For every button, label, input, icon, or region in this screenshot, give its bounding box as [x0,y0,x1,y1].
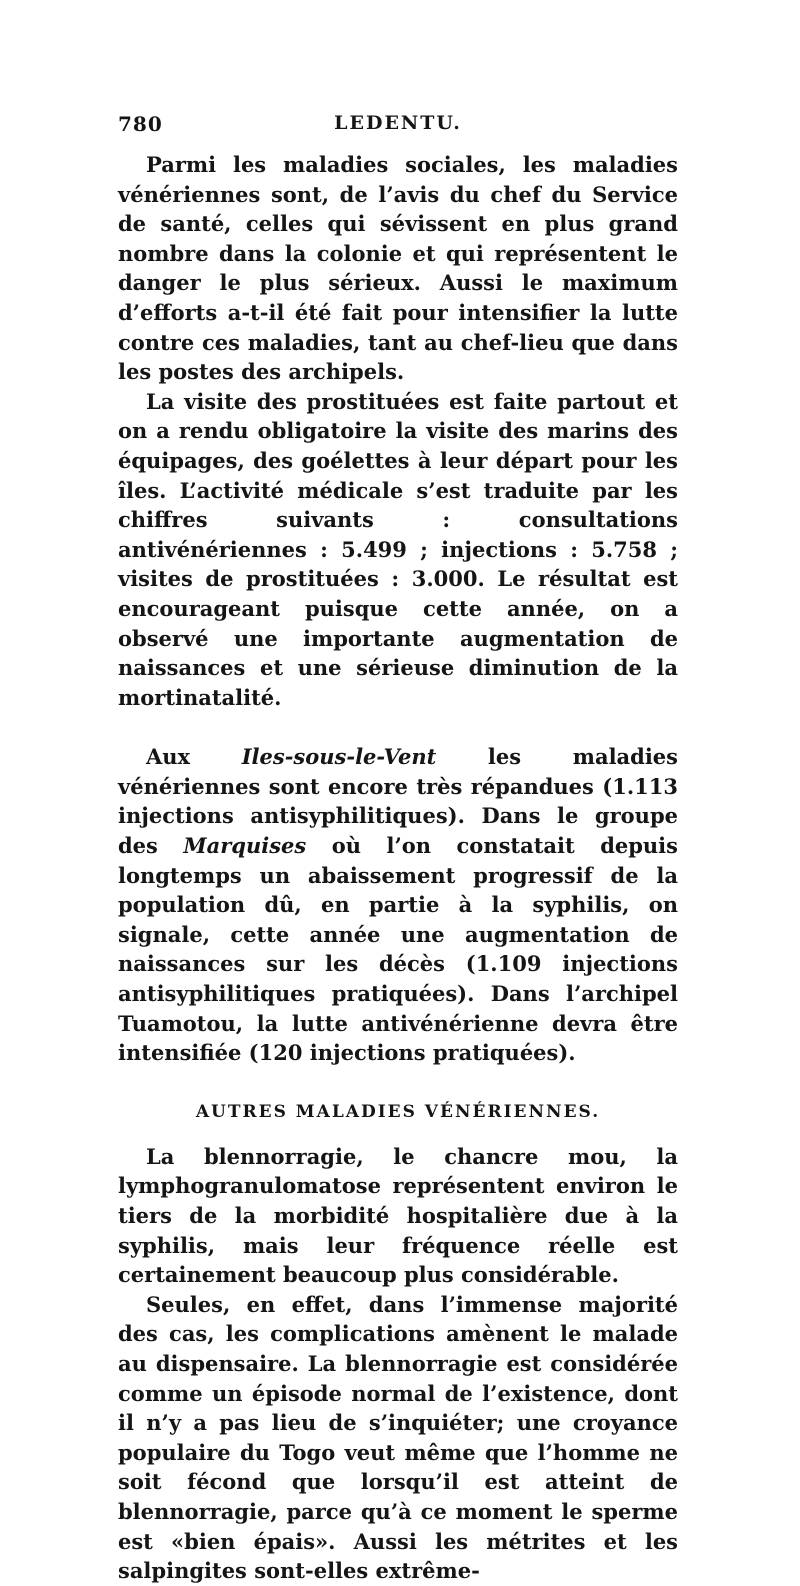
paragraph-gap [118,712,678,742]
paragraph-3-part-c: où l’on constatait depuis longtemps un abaissement progressif de la population dû, en partie à la syphilis, on signale, cette année une augmentation de naissances sur les décès (1.109 injections antisyphilitiques pratiquées). Dans l’archipel Tuamotou, la lutte antivénérienne devra être intensifiée (120 injections pratiquées). [118,833,678,1066]
place-name-marquises: Marquises [183,833,307,859]
paragraph-3-part-b: les maladies vénériennes sont encore très répandues (1.113 injections antisyphilitiques). Dans le groupe des [118,744,678,859]
paragraph-4: La blennorragie, le chancre mou, la lymphogranulomatose représentent environ le tiers de la morbidité hospitalière due à la syphilis, mais leur fréquence réelle est certainement beaucoup plus considérable. [118,1143,678,1288]
place-name-iles-sous-le-vent: Iles-sous-le-Vent [241,744,437,770]
page-header [118,112,678,142]
paragraph-3 [118,742,678,1068]
running-head: LEDENTU. [334,112,462,134]
paragraph-5: Seules, en effet, dans l’immense majorité des cas, les complications amènent le malade au dispensaire. La blennorragie est considérée comme un épisode normal de l’existence, dont il n’y a pas lieu de s’inquiéter; une croyance populaire du Togo veut même que l’homme ne soit fécond que lorsqu’il est atteint de blennorragie, parce qu’à ce moment le sperme est «bien épais». Aussi les métrites et les salpingites sont-elles extrême- [118,1291,678,1584]
paragraph-3-part-a: Aux [146,744,242,770]
paragraph-2: La visite des prostituées est faite partout et on a rendu obligatoire la visite des marins des équipages, des goélettes à leur départ pour les îles. L’activité médicale s’est traduite par les chiffres suivants : consultations antivénériennes : 5.499 ; injections : 5.758 ; visites de prostituées : 3.000. Le résultat est encourageant puisque cette année, on a observé une importante augmentation de naissances et une sérieuse diminution de la mortinatalité. [118,388,678,710]
section-title: AUTRES MALADIES VÉNÉRIENNES. [195,1101,601,1122]
page-number: 780 [118,112,163,136]
paragraph-1: Parmi les maladies sociales, les maladies vénériennes sont, de l’avis du chef du Service de santé, celles qui sévissent en plus grand nombre dans la colonie et qui représentent le danger le plus sérieux. Aussi le maximum d’efforts a-t-il été fait pour intensifier la lutte contre ces maladies, tant au chef-lieu que dans les postes des archipels. [118,152,678,385]
page-body [118,150,678,1586]
